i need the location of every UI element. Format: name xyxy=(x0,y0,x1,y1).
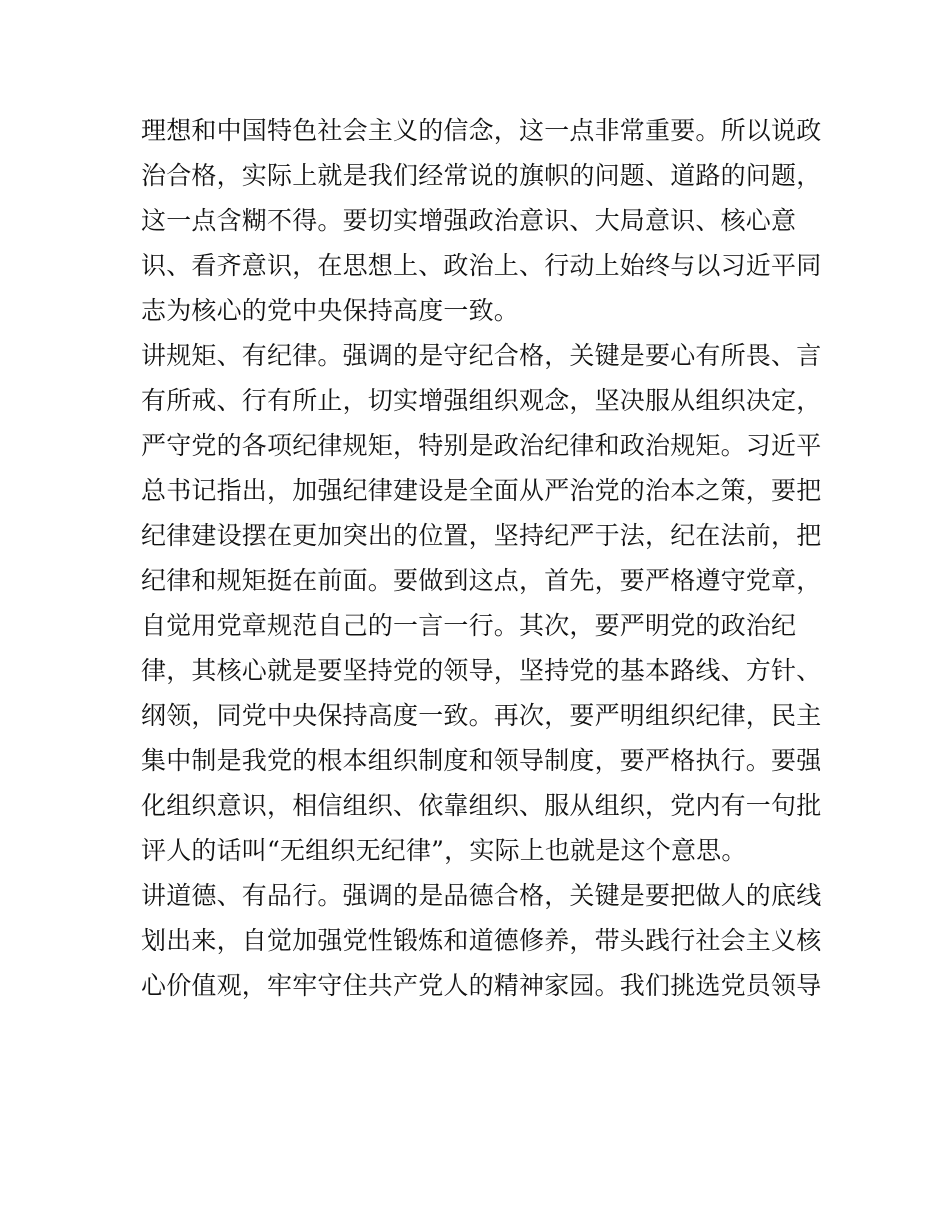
text-line: 识、看齐意识，在思想上、政治上、行动上始终与以习近平同 xyxy=(141,251,822,280)
text-line: 总书记指出，加强纪律建设是全面从严治党的治本之策，要把 xyxy=(141,476,822,505)
text-line: 评人的话叫“无组织无纪律”，实际上也就是这个意思。 xyxy=(141,836,747,865)
text-line: 纲领，同党中央保持高度一致。再次，要严明组织纪律，民主 xyxy=(141,701,822,730)
paragraph-discipline xyxy=(141,333,822,873)
text-line: 治合格，实际上就是我们经常说的旗帜的问题、道路的问题， xyxy=(141,161,822,190)
paragraph-political-qualification xyxy=(141,108,822,333)
text-line: 集中制是我党的根本组织制度和领导制度，要严格执行。要强 xyxy=(141,746,822,775)
text-line: 自觉用党章规范自己的一言一行。其次，要严明党的政治纪 xyxy=(141,611,797,640)
text-line: 志为核心的党中央保持高度一致。 xyxy=(141,296,520,325)
text-line: 讲规矩、有纪律。强调的是守纪合格，关键是要心有所畏、言 xyxy=(141,341,822,370)
text-line: 心价值观，牢牢守住共产党人的精神家园。我们挑选党员领导 xyxy=(141,971,822,1000)
text-line: 理想和中国特色社会主义的信念，这一点非常重要。所以说政 xyxy=(141,116,822,145)
document-body xyxy=(141,108,822,1008)
text-line: 纪律建设摆在更加突出的位置，坚持纪严于法，纪在法前，把 xyxy=(141,521,822,550)
paragraph-morality xyxy=(141,873,822,1008)
text-line: 划出来，自觉加强党性锻炼和道德修养，带头践行社会主义核 xyxy=(141,926,822,955)
text-line: 律，其核心就是要坚持党的领导，坚持党的基本路线、方针、 xyxy=(141,656,822,685)
text-line: 有所戒、行有所止，切实增强组织观念，坚决服从组织决定， xyxy=(141,386,822,415)
text-line: 纪律和规矩挺在前面。要做到这点，首先，要严格遵守党章， xyxy=(141,566,822,595)
text-line: 讲道德、有品行。强调的是品德合格，关键是要把做人的底线 xyxy=(141,881,822,910)
text-line: 这一点含糊不得。要切实增强政治意识、大局意识、核心意 xyxy=(141,206,797,235)
text-line: 严守党的各项纪律规矩，特别是政治纪律和政治规矩。习近平 xyxy=(141,431,822,460)
text-line: 化组织意识，相信组织、依靠组织、服从组织，党内有一句批 xyxy=(141,791,822,820)
